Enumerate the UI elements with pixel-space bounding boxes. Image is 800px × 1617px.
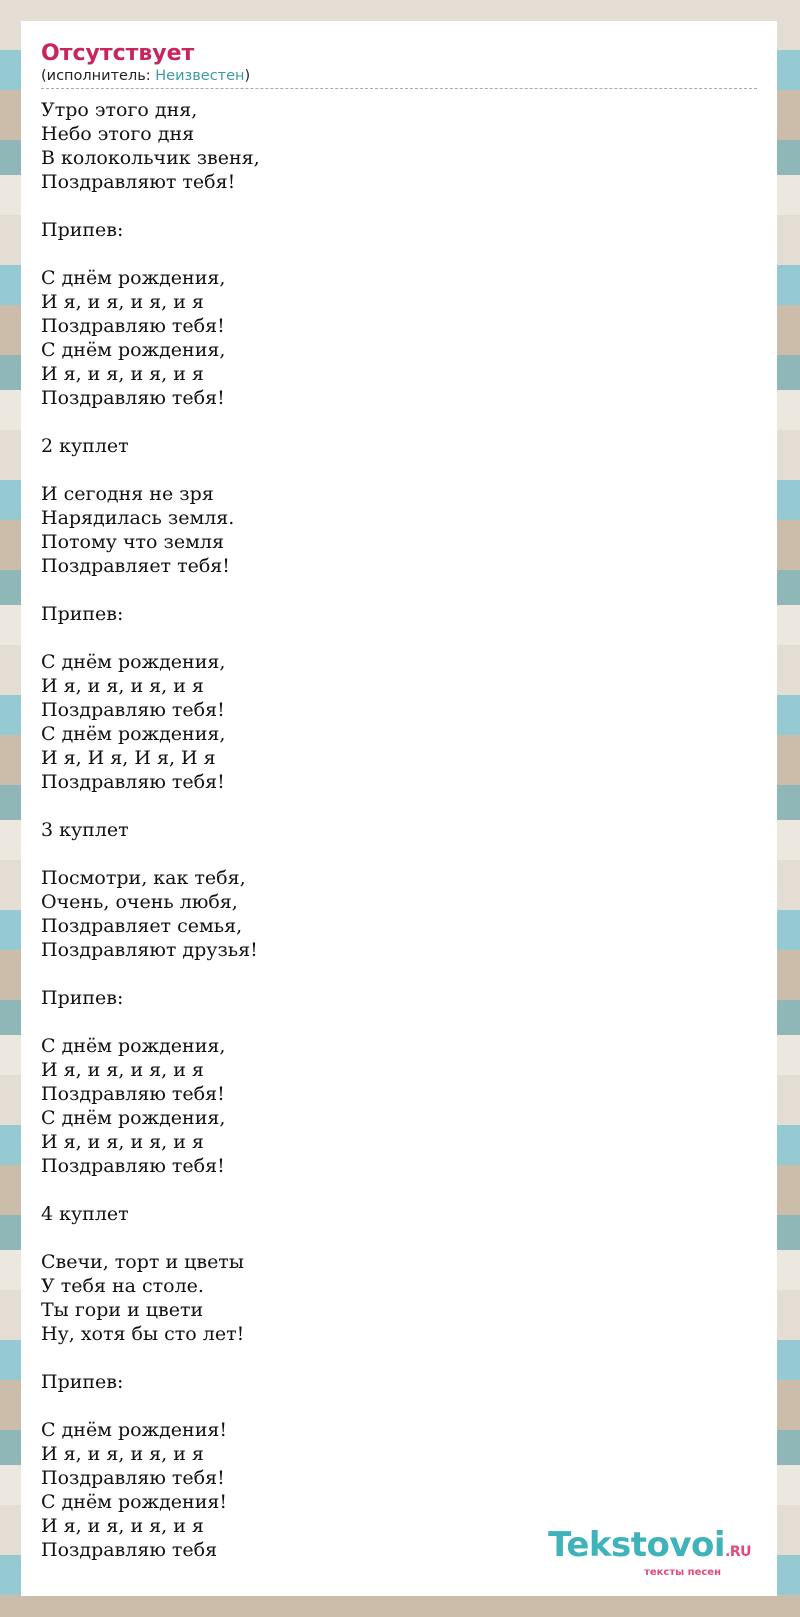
lyrics-blank-line [41, 794, 757, 818]
lyrics-line: 3 куплет [41, 819, 129, 841]
lyrics-line: Утро этого дня, [41, 99, 198, 121]
lyrics-line: Припев: [41, 603, 124, 625]
lyrics-line: Припев: [41, 987, 124, 1009]
lyrics-blank-line [41, 626, 757, 650]
lyrics-line: 2 куплет [41, 435, 129, 457]
lyrics-blank-line [41, 962, 757, 986]
lyrics-line: Потому что земля [41, 531, 224, 553]
artist-byline [41, 67, 757, 89]
lyrics-line: В колокольчик звеня, [41, 147, 260, 169]
song-title: Отсутствует [41, 41, 195, 66]
lyrics-line: Поздравляет семья, [41, 915, 243, 937]
lyrics-line: 4 куплет [41, 1203, 129, 1225]
lyrics-line: Ну, хотя бы сто лет! [41, 1323, 245, 1345]
lyrics-line: Поздравляют друзья! [41, 939, 258, 961]
lyrics-line: Припев: [41, 1371, 124, 1393]
lyrics-line: Поздравляю тебя! [41, 699, 225, 721]
lyrics-line: И я, И я, И я, И я [41, 747, 216, 769]
lyrics-line: Ты гори и цвети [41, 1299, 204, 1321]
lyrics-line: Поздравляю тебя! [41, 1155, 225, 1177]
lyrics-blank-line [41, 410, 757, 434]
artist-prefix: (исполнитель: [41, 68, 156, 84]
lyrics-line: С днём рождения, [41, 723, 226, 745]
lyrics-blank-line [41, 1010, 757, 1034]
lyrics-blank-line [41, 242, 757, 266]
lyrics-line: И я, и я, и я, и я [41, 1515, 204, 1537]
lyrics-line: И я, и я, и я, и я [41, 291, 204, 313]
lyrics-blank-line [41, 1394, 757, 1418]
lyrics-line: Посмотри, как тебя, [41, 867, 246, 889]
logo-wordmark: Tekstovoi [548, 1525, 726, 1565]
lyrics-line: Свечи, торт и цветы [41, 1251, 244, 1273]
lyrics-line: Очень, очень любя, [41, 891, 238, 913]
lyrics-text [41, 98, 757, 1562]
lyrics-line: Поздравляю тебя [41, 1539, 218, 1561]
lyrics-line: И я, и я, и я, и я [41, 1443, 204, 1465]
lyrics-card [21, 21, 777, 1596]
lyrics-line: С днём рождения, [41, 1035, 226, 1057]
lyrics-blank-line [41, 194, 757, 218]
lyrics-blank-line [41, 458, 757, 482]
lyrics-line: С днём рождения! [41, 1419, 227, 1441]
lyrics-line: Поздравляет тебя! [41, 555, 230, 577]
lyrics-line: И я, и я, и я, и я [41, 1131, 204, 1153]
lyrics-line: С днём рождения, [41, 339, 226, 361]
artist-link[interactable]: Неизвестен [155, 68, 245, 84]
logo-subtitle: тексты песен [644, 1567, 721, 1578]
lyrics-blank-line [41, 1226, 757, 1250]
lyrics-line: Поздравляю тебя! [41, 315, 225, 337]
lyrics-line: Поздравляю тебя! [41, 1467, 225, 1489]
site-logo[interactable] [548, 1525, 751, 1578]
lyrics-blank-line [41, 1346, 757, 1370]
lyrics-line: С днём рождения, [41, 651, 226, 673]
artist-suffix: ) [244, 68, 251, 84]
lyrics-line: Нарядилась земля. [41, 507, 235, 529]
lyrics-line: С днём рождения, [41, 267, 226, 289]
lyrics-line: И сегодня не зря [41, 483, 214, 505]
lyrics-blank-line [41, 1178, 757, 1202]
lyrics-line: Поздравляю тебя! [41, 387, 225, 409]
lyrics-line: С днём рождения! [41, 1491, 227, 1513]
lyrics-line: С днём рождения, [41, 1107, 226, 1129]
lyrics-line: Поздравляю тебя! [41, 771, 225, 793]
lyrics-line: И я, и я, и я, и я [41, 363, 204, 385]
lyrics-line: Поздравляю тебя! [41, 1083, 225, 1105]
lyrics-line: Поздравляют тебя! [41, 171, 236, 193]
logo-tld: .RU [725, 1544, 751, 1560]
lyrics-line: Небо этого дня [41, 123, 195, 145]
lyrics-line: И я, и я, и я, и я [41, 675, 204, 697]
lyrics-line: У тебя на столе. [41, 1275, 204, 1297]
lyrics-blank-line [41, 842, 757, 866]
lyrics-blank-line [41, 578, 757, 602]
lyrics-line: Припев: [41, 219, 124, 241]
lyrics-line: И я, и я, и я, и я [41, 1059, 204, 1081]
